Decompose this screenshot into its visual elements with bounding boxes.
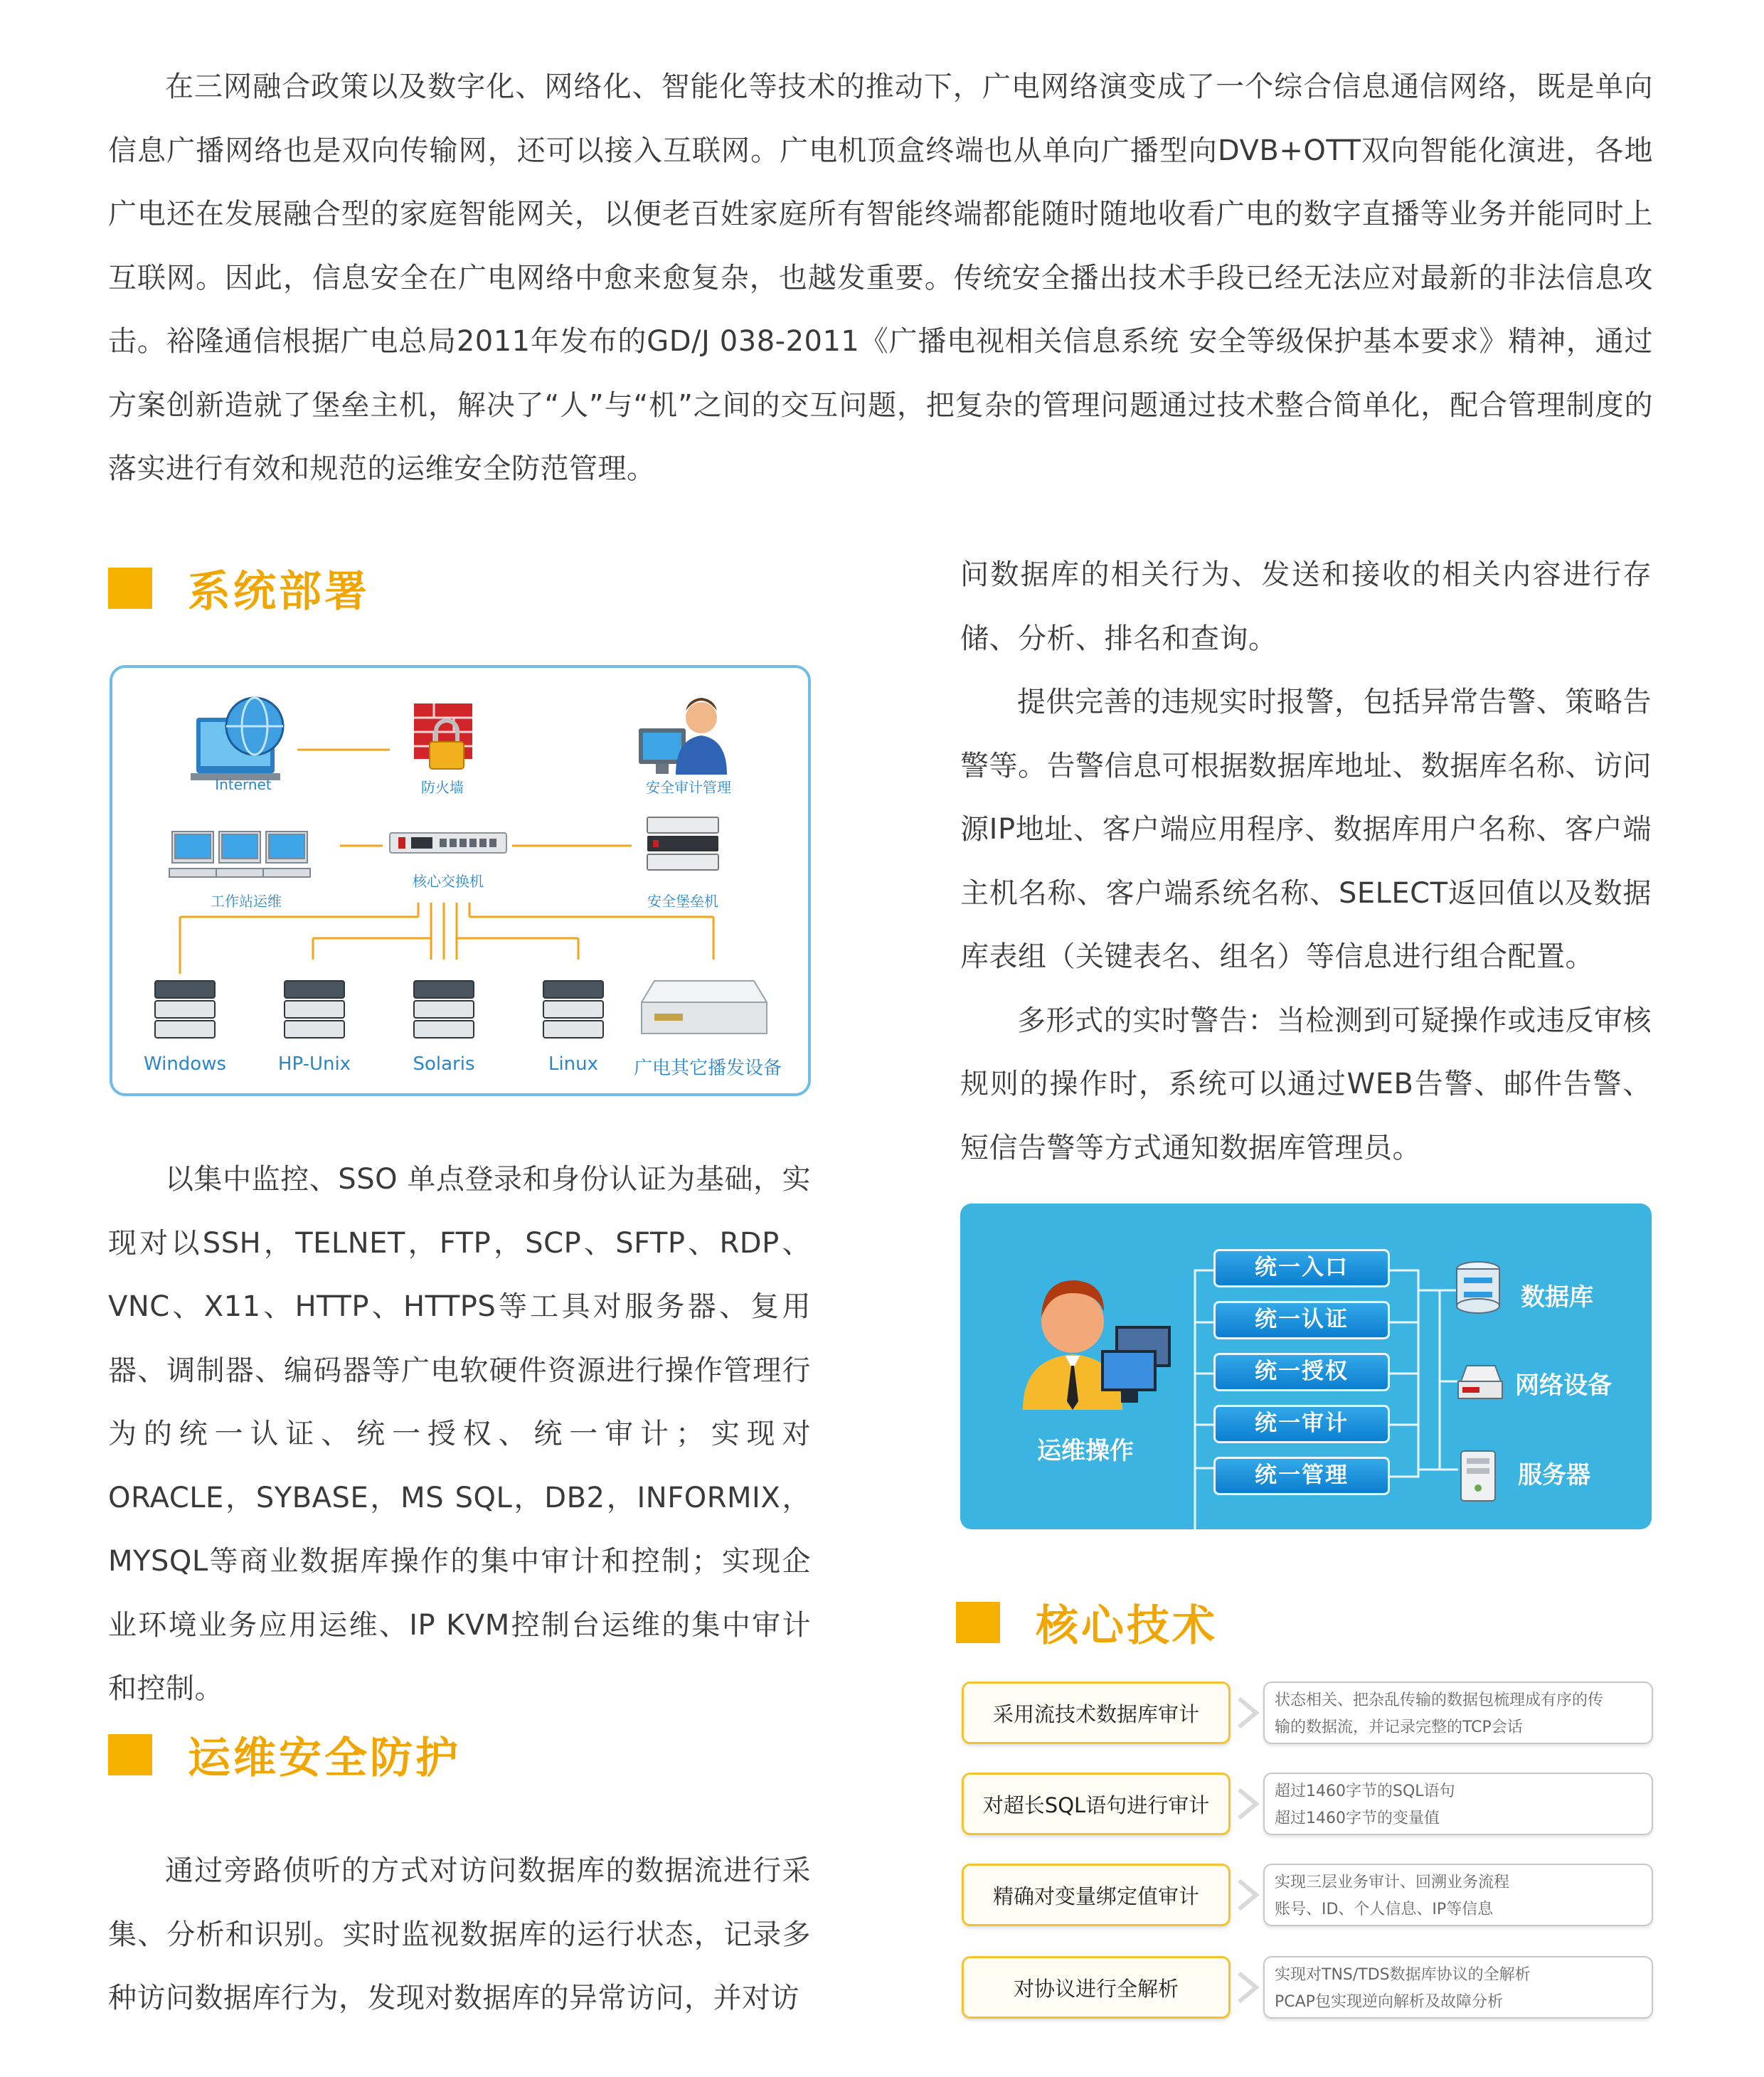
- label-windows: Windows: [143, 1053, 227, 1075]
- firewall-icon: [414, 703, 472, 769]
- operator-icon: [1023, 1280, 1171, 1410]
- audit-manager-icon: [639, 698, 727, 775]
- label-workstation: 工作站运维: [211, 893, 282, 910]
- section-heading-deploy: [108, 558, 370, 619]
- section-heading-core: [956, 1592, 1218, 1653]
- intro-paragraph: 在三网融合政策以及数字化、网络化、智能化等技术的推动下，广电网络演变成了一个综合信息通信网络，既是单向信息广播网络也是双向传输网，还可以接入互联网。广电机顶盒终端也从单向广播型向DVB+OTT双向智能化演进，各地广电还在发展融合型的家庭智能网关，以便老百姓家庭所有智能终端都能随时随地收看广电的数字直播等业务并能同时上互联网。因此，信息安全在广电网络中愈来愈复杂，也越发重要。传统安全播出技术手段已经无法应对最新的非法信息攻击。裕隆通信根据广电总局2011年发布的GD/J 038-2011《广播电视相关信息系统 安全等级保护基本要求》精神，通过方案创新造就了堡垒主机，解决了“人”与“机”之间的交互问题，把复杂的管理问题通过技术整合简单化，配合管理制度的落实进行有效和规范的运维安全防范管理。: [108, 70, 1653, 485]
- arrow-icon: [1235, 1682, 1260, 1744]
- desc-line: 实现对TNS/TDS数据库协议的全解析: [1275, 1966, 1531, 1984]
- deployment-diagram: [110, 665, 811, 1096]
- label-core-switch: 核心交换机: [413, 873, 484, 890]
- label-solaris: Solaris: [413, 1053, 475, 1075]
- core-tech-title: 对超长SQL语句进行审计: [962, 1773, 1231, 1835]
- core-tech-desc: [1263, 1682, 1653, 1744]
- arrow-icon: [1235, 1773, 1260, 1835]
- label-bastion: 安全堡垒机: [647, 893, 718, 910]
- database-icon: [1457, 1262, 1499, 1313]
- pill-unified-audit: 统一审计: [1213, 1405, 1390, 1443]
- broadcast-device-icon: [642, 981, 767, 1034]
- desc-line: PCAP包实现逆向解析及故障分析: [1275, 1993, 1503, 2011]
- server-icons: [155, 981, 603, 1038]
- heading-square-icon: [108, 1734, 152, 1775]
- label-firewall: 防火墙: [421, 779, 464, 796]
- heading-square-icon: [108, 568, 152, 609]
- bastion-host-icon: [647, 817, 718, 870]
- heading-square-icon: [956, 1602, 1000, 1643]
- core-tech-title: 精确对变量绑定值审计: [962, 1864, 1231, 1926]
- ops-panel: [960, 1204, 1652, 1529]
- core-tech-title: 对协议进行全解析: [962, 1956, 1231, 2019]
- left-paragraph-2: 通过旁路侦听的方式对访问数据库的数据流进行采集、分析和识别。实时监视数据库的运行状态，记录多种访问数据库行为，发现对数据库的异常访问，并对访: [108, 1854, 811, 2014]
- left-paragraph-1: 以集中监控、SSO 单点登录和身份认证为基础，实现对以SSH，TELNET，FTP，SCP、SFTP、RDP、VNC、X11、HTTP、HTTPS等工具对服务器、复用器、调制器、编码器等广电软硬件资源进行操作管理行为的统一认证、统一授权、统一审计；实现对ORACLE，SYBASE，MS SQL，DB2，INFORMIX，MYSQL等商业数据库操作的集中审计和控制；实现企业环境业务应用运维、IP KVM控制台运维的集中审计和控制。: [108, 1163, 811, 1705]
- target-database: 数据库: [1521, 1283, 1593, 1312]
- section-heading-ops: [108, 1724, 461, 1785]
- core-switch-icon: [390, 833, 506, 853]
- pill-unified-entry: 统一入口: [1213, 1249, 1390, 1287]
- right-paragraph-1: 问数据库的相关行为、发送和接收的相关内容进行存储、分析、排名和查询。: [960, 558, 1652, 655]
- server-icon: [1461, 1451, 1495, 1501]
- desc-line: 超过1460字节的变量值: [1275, 1810, 1440, 1827]
- operator-label: 运维操作: [1037, 1437, 1134, 1465]
- workstation-icon: [169, 832, 310, 877]
- heading-text: 系统部署: [188, 567, 370, 617]
- pill-unified-manage: 统一管理: [1213, 1457, 1390, 1495]
- pill-unified-auth: 统一认证: [1213, 1301, 1390, 1339]
- desc-line: 账号、ID、个人信息、IP等信息: [1275, 1901, 1494, 1918]
- desc-line: 超过1460字节的SQL语句: [1275, 1783, 1455, 1800]
- pill-unified-authorize: 统一授权: [1213, 1353, 1390, 1391]
- internet-icon: [191, 698, 283, 780]
- label-linux: Linux: [548, 1053, 599, 1075]
- target-server: 服务器: [1518, 1461, 1590, 1489]
- label-other-devices: 广电其它播发设备: [633, 1058, 782, 1079]
- label-audit-mgmt: 安全审计管理: [646, 779, 731, 796]
- target-network: 网络设备: [1515, 1371, 1612, 1400]
- label-hpunix: HP-Unix: [277, 1053, 351, 1075]
- core-tech-desc: [1263, 1773, 1653, 1835]
- desc-line: 输的数据流，并记录完整的TCP会话: [1275, 1719, 1523, 1736]
- core-tech-title: 采用流技术数据库审计: [962, 1682, 1231, 1744]
- core-tech-desc: [1263, 1956, 1653, 2019]
- heading-text: 运维安全防护: [188, 1733, 461, 1783]
- desc-line: 状态相关、把杂乱传输的数据包梳理成有序的传: [1275, 1691, 1604, 1709]
- core-tech-desc: [1263, 1864, 1653, 1926]
- arrow-icon: [1235, 1864, 1260, 1926]
- desc-line: 实现三层业务审计、回溯业务流程: [1275, 1874, 1510, 1891]
- network-device-icon: [1458, 1366, 1502, 1398]
- right-column-text: [960, 543, 1652, 1180]
- right-paragraph-3: 多形式的实时警告：当检测到可疑操作或违反审核规则的操作时，系统可以通过WEB告警、邮件告警、短信告警等方式通知数据库管理员。: [960, 1004, 1652, 1164]
- heading-text: 核心技术: [1036, 1601, 1218, 1651]
- label-internet: Internet: [215, 776, 272, 793]
- right-paragraph-2: 提供完善的违规实时报警，包括异常告警、策略告警等。告警信息可根据数据库地址、数据库名称、访问源IP地址、客户端应用程序、数据库用户名称、客户端主机名称、客户端系统名称、SELECT返回值以及数据库表组（关键表名、组名）等信息进行组合配置。: [960, 686, 1652, 973]
- arrow-icon: [1235, 1956, 1260, 2019]
